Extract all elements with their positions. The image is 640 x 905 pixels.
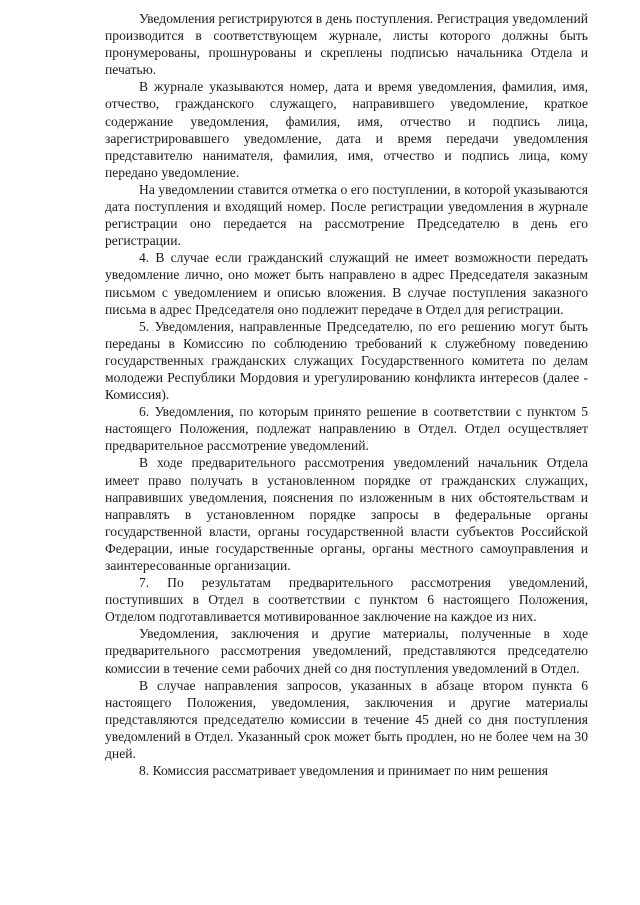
paragraph-materials-submission: Уведомления, заключения и другие материалы, полученные в ходе предварительного рассмотрения уведомлений, представляются председателю комиссии в течение семи рабочих дней со дня поступления уведомлений в Отдел. (105, 626, 588, 676)
document-body (105, 10, 588, 779)
paragraph-registration: Уведомления регистрируются в день поступления. Регистрация уведомлений производится в соответствующем журнале, листы которого должны быть пронумерованы, прошнурованы и скреплены подписью начальника Отдела и печатью. (105, 11, 588, 78)
paragraph-item-7: 7. По результатам предварительного рассмотрения уведомлений, поступивших в Отдел в соответствии с пунктом 6 настоящего Положения, Отделом подготавливается мотивированное заключение на каждое из них. (105, 575, 588, 625)
paragraph-item-4: 4. В случае если гражданский служащий не имеет возможности передать уведомление лично, оно может быть направлено в адрес Председателя заказным письмом с уведомлением и описью вложения. В случае поступления заказного письма в адрес Председателя оно подлежит передаче в Отдел для регистрации. (105, 250, 588, 317)
paragraph-receipt-mark: На уведомлении ставится отметка о его поступлении, в которой указываются дата поступления и входящий номер. После регистрации уведомления в журнале регистрации оно передается на рассмотрение Председателю в день его регистрации. (105, 181, 588, 249)
paragraph-preliminary-review: В ходе предварительного рассмотрения уведомлений начальник Отдела имеет право получать в установленном порядке от гражданских служащих, направивших уведомления, пояснения по изложенным в них обстоятельствам и направлять в установленном порядке запросы в федеральные органы государственной власти, органы государственной власти субъектов Российской Федерации, иные государственные органы, органы местного самоуправления и заинтересованные организации. (105, 455, 588, 573)
paragraph-requests-deadline: В случае направления запросов, указанных в абзаце втором пункта 6 настоящего Положения, уведомления, заключения и другие материалы представляются председателю комиссии в течение 45 дней со дня поступления уведомлений в Отдел. Указанный срок может быть продлен, но не более чем на 30 дней. (105, 677, 588, 762)
paragraph-item-6: 6. Уведомления, по которым принято решение в соответствии с пунктом 5 настоящего Положения, подлежат направлению в Отдел. Отдел осуществляет предварительное рассмотрение уведомлений. (105, 404, 588, 454)
paragraph-item-8: 8. Комиссия рассматривает уведомления и принимает по ним решения (139, 763, 549, 779)
paragraph-journal-contents: В журнале указываются номер, дата и время уведомления, фамилия, имя, отчество, гражданского служащего, направившего уведомление, краткое содержание уведомления, фамилия, имя, отчество и подпись лица, зарегистрировавшего уведомление, дата и время передачи уведомления представителю нанимателя, фамилия, имя, отчество и подпись лица, кому передано уведомление. (105, 79, 588, 180)
paragraph-item-5: 5. Уведомления, направленные Председателю, по его решению могут быть переданы в Комиссию по соблюдению требований к служебному поведению государственных гражданских служащих Государственного комитета по делам молодежи Республики Мордовия и урегулированию конфликта интересов (далее - Комиссия). (105, 318, 588, 403)
